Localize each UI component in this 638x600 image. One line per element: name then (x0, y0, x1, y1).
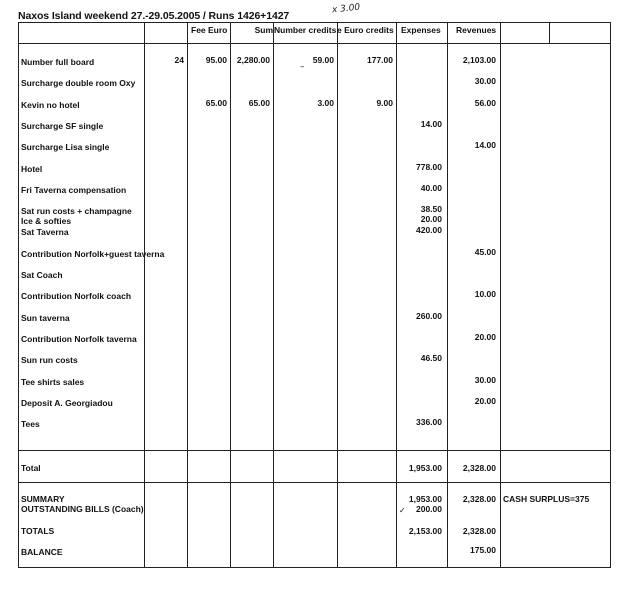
cell-expenses: 336.00 (416, 417, 442, 428)
handwritten-annotation: x 3.00 (331, 2, 361, 16)
cell-revenues: 45.00 (474, 246, 496, 257)
cell-credits: 59.00 (312, 55, 334, 65)
cell-fee: 65.00 (205, 97, 227, 108)
grid-vline (230, 23, 231, 567)
row-label: Kevin no hotel (21, 99, 80, 110)
row-label: Fri Taverna compensation (21, 184, 127, 195)
row-label: Sat Taverna (21, 227, 69, 238)
cell-expenses: 46.50 (420, 353, 442, 364)
summary-expenses: 1,953.00 (408, 494, 442, 504)
grid-vline (447, 23, 448, 567)
row-label: Sat Coach (21, 270, 63, 280)
cell-revenues: 14.00 (474, 140, 496, 151)
pen-dash-mark: – (300, 62, 305, 72)
cell-revenues: 20.00 (474, 331, 496, 342)
row-label: Surcharge Lisa single (21, 142, 110, 153)
summary-label: SUMMARY (21, 494, 65, 504)
row-label: Surcharge double room Oxy (21, 78, 136, 89)
cell-revenues: 2,103.00 (462, 55, 496, 65)
balance-label: BALANCE (21, 547, 63, 557)
grid-hline (19, 43, 610, 44)
header-revenues: Revenues (456, 25, 497, 35)
totals-expenses: 2,153.00 (408, 526, 442, 536)
cell-revenues: 56.00 (474, 97, 496, 108)
header-credits: Number credits (274, 25, 337, 35)
pen-tick-mark: ✓ (399, 506, 406, 515)
cell-expenses: 260.00 (416, 310, 442, 321)
row-label: Sun taverna (21, 312, 70, 323)
cell-expenses: 38.50 (420, 204, 442, 215)
outstanding-expenses: 200.00 (416, 504, 442, 514)
cell-expenses: 40.00 (420, 182, 442, 193)
total-expenses: 1,953.00 (408, 463, 442, 473)
spreadsheet (18, 22, 611, 568)
row-label: Contribution Norfolk+guest taverna (21, 248, 165, 259)
header-sum: Sum (254, 25, 273, 35)
cell-count: 24 (174, 55, 184, 65)
cell-revenues: 20.00 (474, 395, 496, 406)
grid-vline (337, 23, 338, 567)
grid-vline (273, 23, 274, 567)
cell-expenses-secondary: 20.00 (420, 214, 442, 225)
row-label: Sat run costs + champagne (21, 206, 132, 217)
totals-label: TOTALS (21, 526, 55, 536)
row-label: Sun run costs (21, 355, 78, 366)
grid-hline (19, 482, 610, 483)
cell-credits: 3.00 (317, 97, 334, 108)
grid-vline (396, 23, 397, 567)
cell-euro-credits: 9.00 (376, 97, 393, 108)
balance-revenues: 175.00 (470, 545, 496, 555)
cell-euro-credits: 177.00 (367, 55, 393, 65)
grid-vline (549, 23, 550, 43)
cell-revenues: 30.00 (474, 76, 496, 87)
cash-surplus-note: CASH SURPLUS=375 (503, 494, 590, 504)
cell-revenues: 30.00 (474, 374, 496, 385)
total-label: Total (21, 463, 41, 473)
cell-sum: 65.00 (248, 97, 270, 108)
cell-fee: 95.00 (205, 55, 227, 65)
cell-revenues: 10.00 (474, 289, 496, 300)
row-label: Contribution Norfolk coach (21, 291, 132, 302)
row-label: Deposit A. Georgiadou (21, 397, 113, 408)
cell-expenses: 14.00 (420, 118, 442, 129)
header-expenses: Expenses (401, 25, 441, 35)
header-fee: Fee Euro (191, 25, 228, 35)
totals-revenues: 2,328.00 (462, 526, 496, 536)
grid-vline (500, 23, 501, 567)
row-label: Tees (21, 419, 40, 430)
row-label: Contribution Norfolk taverna (21, 333, 137, 344)
cell-expenses: 778.00 (416, 161, 442, 172)
row-label: Hotel (21, 163, 43, 174)
summary-revenues: 2,328.00 (462, 494, 496, 504)
row-label: Tee shirts sales (21, 376, 85, 387)
grid-vline (187, 23, 188, 567)
row-label-secondary: Ice & softies (21, 216, 72, 227)
cell-sum: 2,280.00 (236, 55, 270, 65)
cell-expenses: 420.00 (416, 225, 442, 236)
outstanding-label: OUTSTANDING BILLS (Coach) (21, 504, 144, 514)
row-label: Surcharge SF single (21, 120, 104, 131)
grid-vline (144, 23, 145, 567)
header-euro-credits: e Euro credits (337, 25, 394, 35)
total-revenues: 2,328.00 (462, 463, 496, 473)
sheet-title: Naxos Island weekend 27.-29.05.2005 / Runs 1426+1427 (18, 10, 290, 22)
row-label: Number full board (21, 57, 95, 67)
grid-hline (19, 450, 610, 451)
